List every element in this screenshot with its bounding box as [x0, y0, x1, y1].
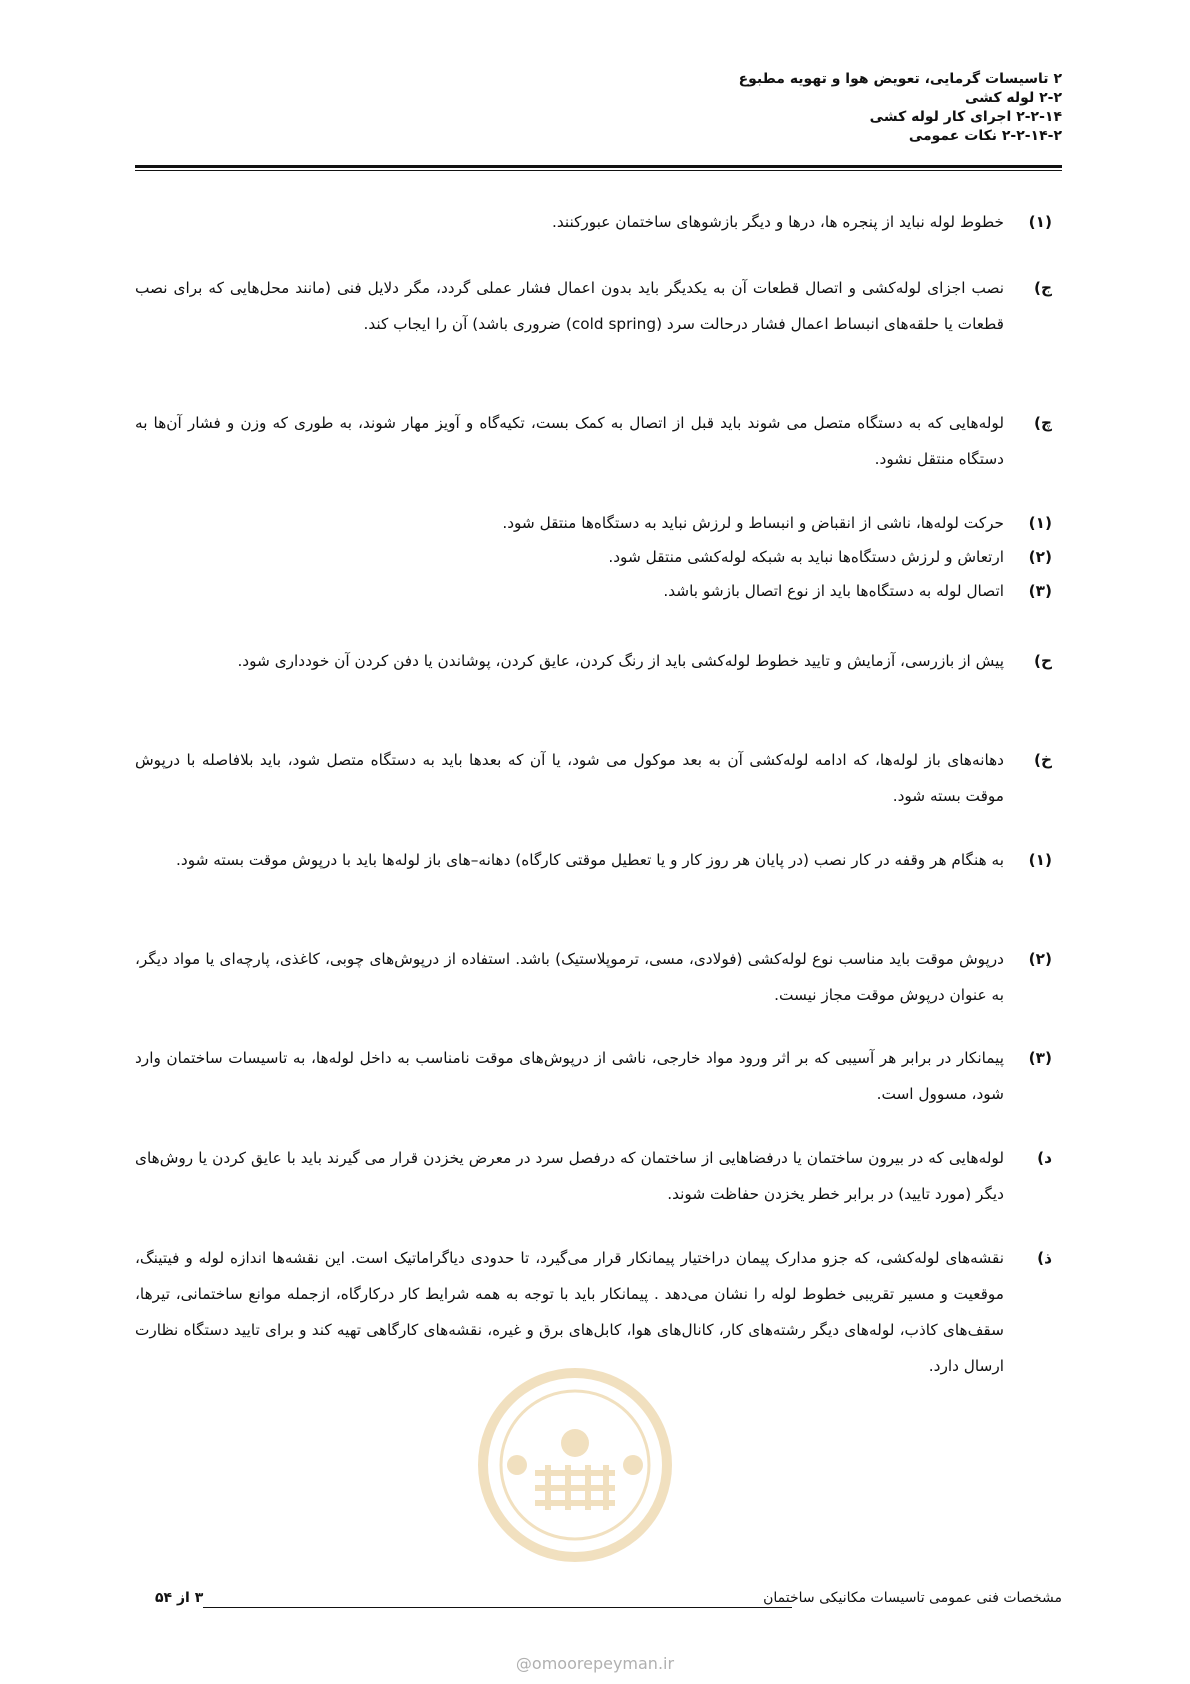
- header-chapter: ۲ تاسیسات گرمایی، تعویض هوا و تهویه مطبوع: [738, 71, 1062, 87]
- footer-rule: [203, 1607, 792, 1608]
- list-item: [135, 742, 1052, 814]
- list-item: [135, 941, 1052, 1013]
- item-marker: (۱): [1028, 213, 1052, 231]
- item-marker: (۲): [1028, 950, 1052, 968]
- list-item: [135, 506, 1052, 540]
- watermark-text: @omoorepeyman.ir: [515, 1654, 675, 1673]
- item-marker: (۳): [1028, 1049, 1052, 1067]
- item-text: اتصال لوله به دستگاه‌ها باید از نوع اتصال بازشو باشد.: [663, 582, 1004, 600]
- item-text: خطوط لوله نباید از پنجره ها، درها و دیگر بازشوهای ساختمان عبورکنند.: [551, 213, 1004, 231]
- item-text: لوله‌هایی که در بیرون ساختمان یا درفضاهایی از ساختمان که درفصل سرد در معرض یخزدن قرار می گیرند باید با عایق کردن یا روش‌های دیگر (مورد تایید) در برابر خطر یخزدن حفاظت شوند.: [135, 1149, 1004, 1203]
- item-text-part: نصب اجزای لوله‌کشی و اتصال قطعات آن به یکدیگر باید بدون اعمال فشار عملی گردد، مگر دلایل فنی (مانند محل‌هایی که برای نصب قطعات یا حلقه‌های انبساط اعمال فشار درحالت سرد (: [135, 279, 1004, 333]
- item-marker: ج): [1033, 279, 1052, 297]
- list-item: [135, 842, 1052, 878]
- item-marker: ذ): [1037, 1249, 1052, 1267]
- list-item: [135, 204, 1052, 240]
- item-text: حرکت لوله‌ها، ناشی از انقباض و انبساط و لرزش نباید به دستگاه‌ها منتقل شود.: [502, 514, 1004, 532]
- item-marker: چ): [1033, 414, 1052, 432]
- item-text: درپوش موقت باید مناسب نوع لوله‌کشی (فولادی، مسی، ترموپلاستیک) باشد. استفاده از درپوش‌های چوبی، کاغذی، پارچه‌ای یا مواد دیگر، به عنوان درپوش موقت مجاز نیست.: [135, 950, 1004, 1004]
- list-item: [135, 405, 1052, 477]
- item-marker: (۳): [1028, 582, 1052, 600]
- item-text: پیمانکار در برابر هر آسیبی که بر اثر ورود مواد خارجی، ناشی از درپوش‌های موقت نامناسب به داخل لوله‌ها، به تاسیسات ساختمان وارد شود، مسوول است.: [135, 1049, 1004, 1103]
- footer-title: مشخصات فنی عمومی تاسیسات مکانیکی ساختمان: [763, 1590, 1062, 1606]
- item-text: ارتعاش و لرزش دستگاه‌ها نباید به شبکه لوله‌کشی منتقل شود.: [608, 548, 1004, 566]
- item-marker: خ): [1033, 751, 1052, 769]
- item-text-part: ) ضروری باشد) آن را ایجاب کند.: [363, 315, 572, 333]
- header-divider-thick: [135, 165, 1062, 168]
- list-item: [135, 574, 1052, 608]
- list-item: [135, 1140, 1052, 1212]
- header-subsection: ۲-۲-۱۴ اجرای کار لوله کشی: [869, 109, 1062, 125]
- page-number: ۳ از ۵۴: [155, 1590, 204, 1606]
- item-text: [135, 270, 1004, 342]
- item-text: پیش از بازرسی، آزمایش و تایید خطوط لوله‌کشی باید از رنگ کردن، عایق کردن، پوشاندن یا دفن کردن آن خودداری شود.: [237, 652, 1004, 670]
- item-text: به هنگام هر وقفه در کار نصب (در پایان هر روز کار و یا تعطیل موقتی کارگاه) دهانه–های باز لوله‌ها باید با درپوش موقت بسته شود.: [176, 851, 1004, 869]
- list-item: [135, 643, 1052, 679]
- header-topic: ۲-۲-۱۴-۲ نکات عمومی: [908, 128, 1062, 144]
- page-footer: [135, 1590, 1062, 1614]
- item-marker: (۲): [1028, 548, 1052, 566]
- section-header: [462, 70, 1062, 146]
- list-item: [135, 270, 1052, 342]
- list-item: [135, 1240, 1052, 1384]
- item-text: لوله‌هایی که به دستگاه متصل می شوند باید قبل از اتصال به کمک بست، تکیه‌گاه و آویز مهار شوند، به طوری که وزن و فشار آن‌ها به دستگاه منتقل نشود.: [135, 414, 1004, 468]
- item-marker: (۱): [1028, 851, 1052, 869]
- list-item: [135, 540, 1052, 574]
- list-item: [135, 1040, 1052, 1112]
- item-text: نقشه‌های لوله‌کشی، که جزو مدارک پیمان دراختیار پیمانکار قرار می‌گیرد، تا حدودی دیاگراماتیک است. این نقشه‌ها اندازه لوله و فیتینگ، موقعیت و مسیر تقریبی خطوط لوله را نشان می‌دهد . پیمانکار باید با توجه به همه شرایط کار درکارگاه، ازجمله موانع ساختمانی، تیرها، سقف‌های کاذب، لوله‌های دیگر رشته‌های کار، کانال‌های هوا، کابل‌های برق و غیره، نقشه‌های کارگاهی تهیه کند و برای تایید دستگاه نظارت ارسال دارد.: [135, 1249, 1004, 1375]
- header-section: ۲-۲ لوله کشی: [965, 90, 1062, 106]
- stamp-logo-icon: [475, 1365, 675, 1565]
- item-text: دهانه‌های باز لوله‌ها، که ادامه لوله‌کشی آن به بعد موکول می شود، یا آن که بعدها باید به دستگاه متصل شود، باید بلافاصله با درپوش موقت بسته شود.: [135, 751, 1004, 805]
- item-marker: (۱): [1028, 514, 1052, 532]
- item-marker: ح): [1033, 652, 1052, 670]
- header-divider-thin: [135, 170, 1062, 171]
- item-marker: د): [1037, 1149, 1052, 1167]
- item-text-latin: cold spring: [571, 315, 657, 333]
